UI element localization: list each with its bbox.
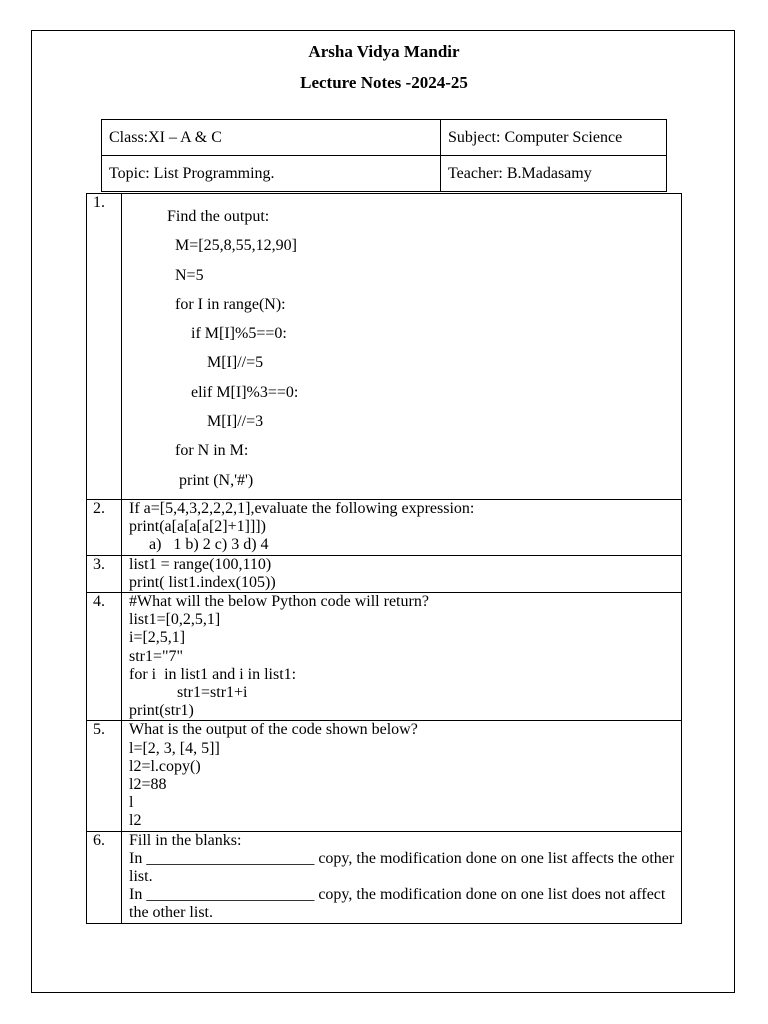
code-line: if M[I]%5==0: (167, 325, 287, 343)
question-line: #What will the below Python code will return? (129, 592, 429, 610)
class-cell: Class:XI – A & C (102, 120, 441, 156)
code-line: l=[2, 3, [4, 5]] (129, 739, 220, 757)
school-title: Arsha Vidya Mandir (308, 42, 460, 61)
questions-table (86, 193, 682, 924)
code-line: for I in range(N): (167, 295, 286, 313)
question-body (122, 831, 682, 923)
info-row (102, 156, 667, 192)
code-line: list1=[0,2,5,1] (129, 611, 221, 629)
code-line: l2=88 (129, 776, 167, 794)
document-subtitle: Lecture Notes -2024-25 (300, 73, 468, 92)
code-line: M[I]//=5 (167, 354, 264, 372)
question-line: If a=[5,4,3,2,2,2,1],evaluate the following expression: (129, 499, 475, 517)
code-line: for N in M: (167, 442, 249, 460)
question-line: Fill in the blanks: (129, 831, 242, 849)
question-body (122, 592, 682, 720)
question-line: What is the output of the code shown below? (129, 721, 418, 739)
question-body (122, 499, 682, 555)
code-line: str1="7" (129, 647, 184, 665)
code-line: str1=str1+i (129, 684, 248, 701)
question-row (87, 555, 682, 592)
question-number: 5. (87, 721, 122, 831)
question-number: 3. (87, 555, 122, 592)
code-line: print(str1) (129, 702, 194, 720)
code-line: N=5 (167, 266, 204, 284)
code-line: print (N,'#') (167, 471, 254, 489)
code-line: print( list1.index(105)) (129, 573, 276, 591)
code-line: print(a[a[a[a[2]+1]]]) (129, 518, 266, 536)
code-line: l2=l.copy() (129, 757, 201, 775)
question-body (122, 721, 682, 831)
code-line: elif M[I]%3==0: (167, 383, 299, 401)
question-number: 2. (87, 499, 122, 555)
question-number: 6. (87, 831, 122, 923)
question-row (87, 592, 682, 720)
code-line: M=[25,8,55,12,90] (167, 237, 297, 255)
code-line: l2 (129, 812, 142, 830)
question-row (87, 194, 682, 500)
question-row (87, 721, 682, 831)
code-line: for i in list1 and i in list1: (129, 665, 297, 683)
question-row (87, 831, 682, 923)
question-number: 4. (87, 592, 122, 720)
options-line: a) 1 b) 2 c) 3 d) 4 (129, 536, 269, 554)
info-table (101, 119, 667, 192)
topic-cell: Topic: List Programming. (102, 156, 441, 192)
code-line: list1 = range(100,110) (129, 555, 272, 573)
teacher-cell: Teacher: B.Madasamy (441, 156, 667, 192)
fill-blank-line: In _____________________ copy, the modification done on one list does not affect the other list. (129, 886, 666, 922)
question-line: Find the output: (167, 208, 270, 225)
question-row (87, 499, 682, 555)
code-line: M[I]//=3 (167, 413, 264, 431)
info-row (102, 120, 667, 156)
code-line: l (129, 794, 134, 812)
subject-cell: Subject: Computer Science (441, 120, 667, 156)
question-body (122, 194, 682, 500)
question-number: 1. (87, 194, 122, 500)
fill-blank-line: In _____________________ copy, the modification done on one list affects the other list. (129, 849, 675, 886)
question-body (122, 555, 682, 592)
code-line: i=[2,5,1] (129, 629, 186, 647)
